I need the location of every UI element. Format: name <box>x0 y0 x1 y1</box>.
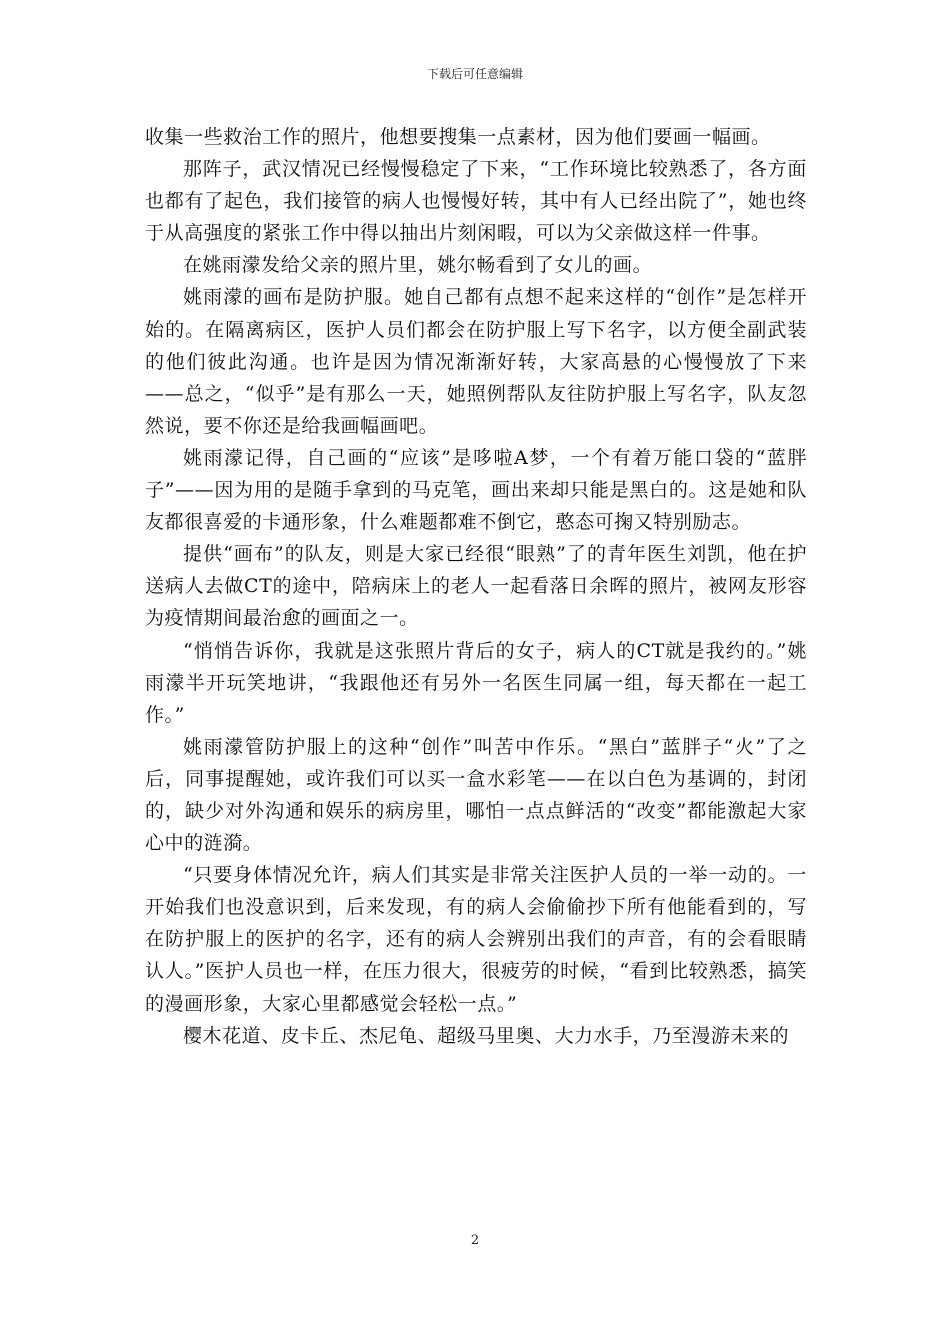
paragraph: 樱木花道、皮卡丘、杰尼龟、超级马里奥、大力水手，乃至漫游未来的 <box>183 1024 790 1047</box>
paragraph: 姚雨濛管防护服上的这种“创作”叫苦中作乐。“黑白”蓝胖子“火”了之后，同事提醒她，或许我们可以买一盒水彩笔——在以白色为基调的，封闭的，缺少对外沟通和娱乐的病房里，哪怕一点点鲜活的“改变”都能激起大家心中的涟漪。 <box>145 735 807 855</box>
paragraph: 提供“画布”的队友，则是大家已经很“眼熟”了的青年医生刘凯，他在护送病人去做CT的途中，陪病床上的老人一起看落日余晖的照片，被网友形容为疫情期间最治愈的画面之一。 <box>145 543 807 630</box>
page-number: 2 <box>470 1233 480 1248</box>
paragraph: 在姚雨濛发给父亲的照片里，姚尔畅看到了女儿的画。 <box>183 254 653 277</box>
paragraph: 那阵子，武汉情况已经慢慢稳定了下来，“工作环境比较熟悉了，各方面也都有了起色，我们接管的病人也慢慢好转，其中有人已经出院了”，她也终于从高强度的紧张工作中得以抽出片刻闲暇，可以为父亲做这样一件事。 <box>145 158 807 245</box>
paragraph: “悄悄告诉你，我就是这张照片背后的女子，病人的CT就是我约的。”姚雨濛半开玩笑地讲，“我跟他还有另外一名医生同属一组，每天都在一起工作。” <box>145 639 807 726</box>
paragraph: “只要身体情况允许，病人们其实是非常关注医护人员的一举一动的。一开始我们也没意识到，后来发现，有的病人会偷偷抄下所有他能看到的，写在防护服上的医护的名字，还有的病人会辨别出我们的声音，有的会看眼睛认人。”医护人员也一样，在压力很大，很疲劳的时候，“看到比较熟悉，搞笑的漫画形象，大家心里都感觉会轻松一点。” <box>145 864 807 1015</box>
page-header: 下载后可任意编辑 <box>426 67 523 81</box>
article-body <box>145 121 807 1052</box>
paragraph: 收集一些救治工作的照片，他想要搜集一点素材，因为他们要画一幅画。 <box>145 126 771 148</box>
paragraph: 姚雨濛记得，自己画的“应该”是哆啦A梦，一个有着万能口袋的“蓝胖子”——因为用的是随手拿到的马克笔，画出来却只能是黑白的。这是她和队友都很喜爱的卡通形象，什么难题都难不倒它，憨态可掬又特别励志。 <box>145 446 807 534</box>
paragraph: 姚雨濛的画布是防护服。她自己都有点想不起来这样的“创作”是怎样开始的。在隔离病区，医护人员们都会在防护服上写下名字，以方便全副武装的他们彼此沟通。也许是因为情况渐渐好转，大家高悬的心慢慢放了下来——总之，“似乎”是有那么一天，她照例帮队友往防护服上写名字，队友忽然说，要不你还是给我画幅画吧。 <box>145 286 807 437</box>
